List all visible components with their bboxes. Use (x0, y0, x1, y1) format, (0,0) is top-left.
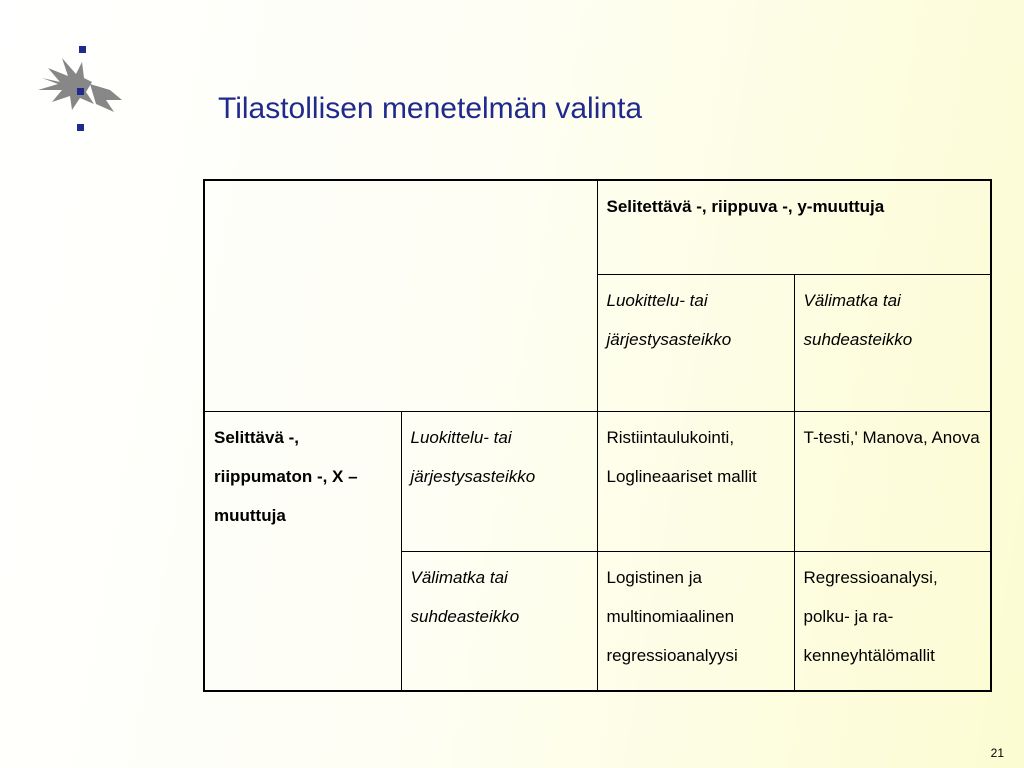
dependent-col-header: Luokittelu- tai järjestysasteikko (597, 274, 794, 411)
table-cell: Regressioanalysi, polku- ja ra-kenneyhtälömallit (794, 551, 991, 691)
table-cell: Ristiintaulukointi, Loglineaariset mallit (597, 411, 794, 551)
slide-title: Tilastollisen menetelmän valinta (218, 92, 643, 125)
empty-corner-cell (204, 180, 597, 411)
method-selection-table (203, 179, 992, 692)
dependent-col-header: Välimatka tai suhdeasteikko (794, 274, 991, 411)
table-row (204, 180, 991, 274)
university-logo-icon (32, 44, 128, 136)
page-number: 21 (990, 746, 1004, 760)
table-cell: Logistinen ja multinomiaalinen regressioanalyysi (597, 551, 794, 691)
independent-row-header: Luokittelu- tai järjestysasteikko (401, 411, 597, 551)
dependent-variable-header: Selitettävä -, riippuva -, y-muuttuja (597, 180, 991, 274)
independent-row-header: Välimatka tai suhdeasteikko (401, 551, 597, 691)
independent-variable-header: Selittävä -, riippumaton -, X –muuttuja (204, 411, 401, 691)
table-cell: T-testi,' Manova, Anova (794, 411, 991, 551)
table-row (204, 411, 991, 551)
